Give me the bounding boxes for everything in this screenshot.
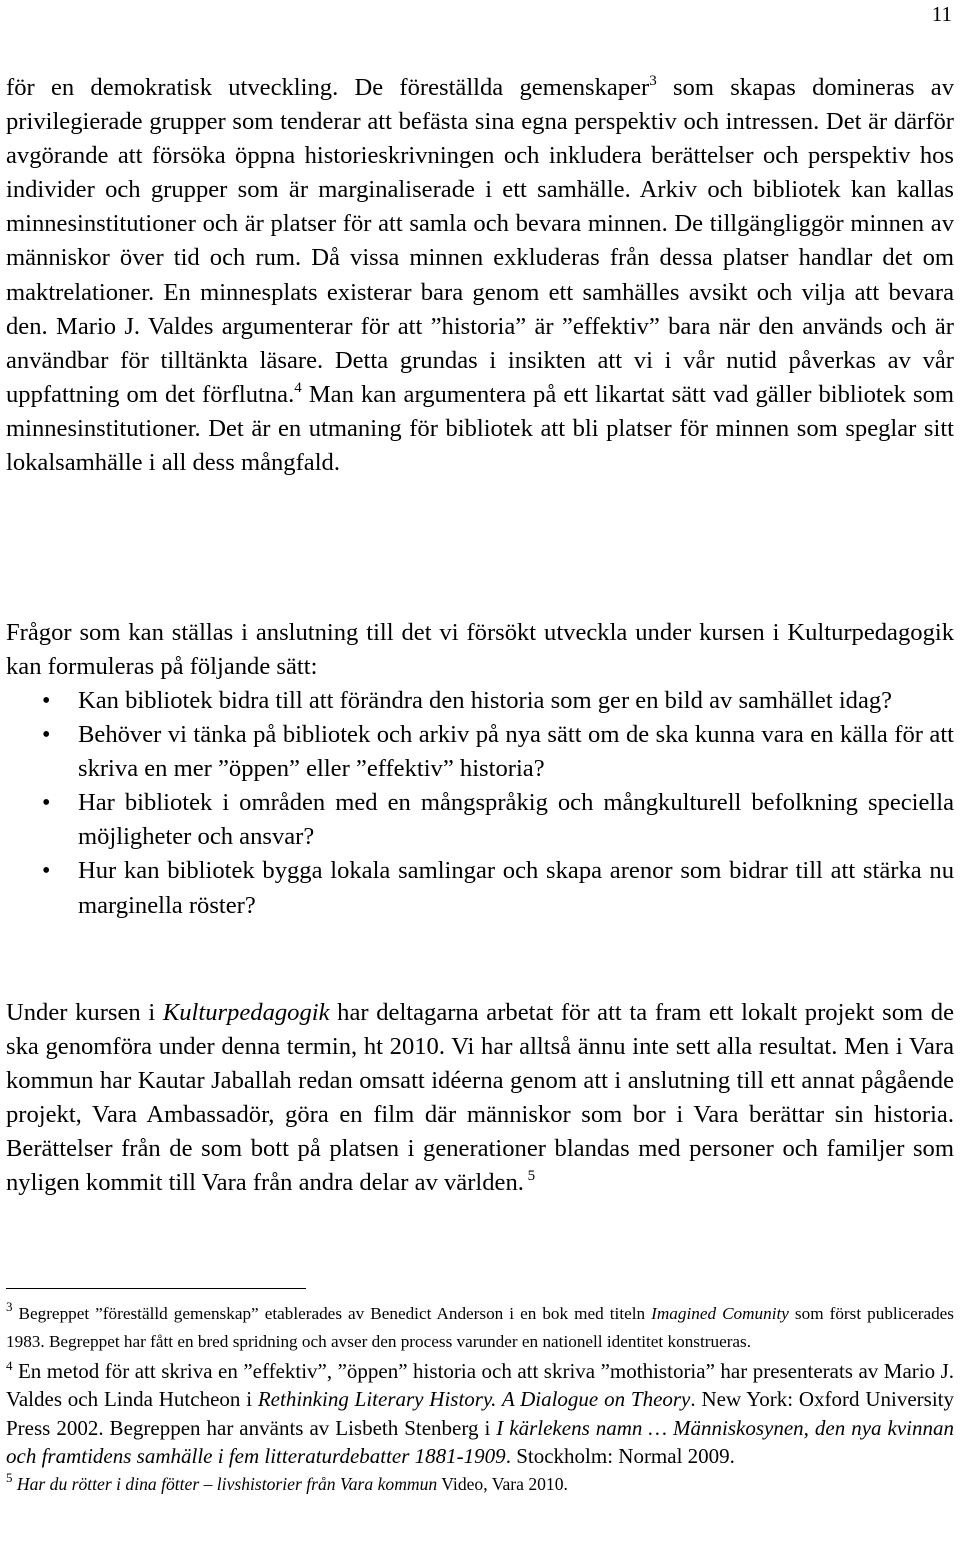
footnote-number: 3 [6, 1299, 13, 1314]
footnote-italic: Rethinking Literary History. A Dialogue on Theory [257, 1387, 691, 1412]
paragraph-text: Under kursen i [6, 999, 163, 1026]
footnote-text: som först publicerades 1983. Begreppet har fått en bred spridning och avser den process varunder en nationell identitet konstrueras. [6, 1304, 954, 1352]
footnote-italic: Har du rötter i dina fötter – livshistorier från Vara kommun [12, 1473, 438, 1494]
footnote-ref-3[interactable]: 3 [649, 73, 657, 89]
footnote-text: . New York: Oxford University Press 2002. Begreppen har använts av Lisbeth Stenberg i [6, 1387, 954, 1440]
list-item-text: Har bibliotek i områden med en mångspråkig och mångkulturell befolkning speciella möjligheter och ansvar? [78, 789, 954, 851]
footnotes [6, 1300, 954, 1497]
bullet-icon: • [42, 722, 51, 749]
list-item [6, 718, 954, 786]
list-item [6, 854, 954, 922]
footnote-5 [6, 1471, 954, 1497]
paragraph-text: Man kan argumentera på ett likartat sätt vad gäller bibliotek som minnesinstitutioner. Det är en utmaning för bibliotek att bli platser för minnen som speglar sitt lokalsamhälle i all dess mångfald. [6, 380, 955, 477]
bullet-icon: • [42, 688, 51, 714]
footnote-text: . Stockholm: Normal 2009. [505, 1444, 735, 1469]
footnote-italic: Imagined Comunity [651, 1304, 789, 1323]
footnote-number: 5 [6, 1469, 13, 1485]
footnote-ref-4[interactable]: 4 [294, 379, 302, 396]
course-title: Kulturpedagogik [162, 999, 330, 1026]
body-paragraph-3 [6, 996, 954, 1201]
paragraph-text: för en demokratisk utveckling. De föreställda gemenskaper [6, 74, 650, 101]
footnote-3 [6, 1300, 954, 1357]
question-list [6, 684, 954, 923]
bullet-icon: • [42, 790, 51, 817]
footnote-text: Video, Vara 2010. [437, 1473, 568, 1494]
footnote-4 [6, 1357, 954, 1471]
footnote-text: Begreppet ”föreställd gemenskap” etablerades av Benedict Anderson i en bok med titeln [12, 1304, 652, 1323]
footnote-italic: I kärlekens namn … Människosynen, den nya kvinnan och framtidens samhälle i fem litteraturdebatter 1881-1909 [6, 1415, 954, 1469]
bullet-icon: • [42, 858, 51, 885]
footnote-text: En metod för att skriva en ”effektiv”, ”öppen” historia och att skriva ”mothistoria” har presenterats av Mario J. Valdes och Linda Hutcheon i [6, 1358, 954, 1412]
footnote-ref-5[interactable]: 5 [523, 1168, 536, 1185]
body-paragraph-1 [6, 71, 954, 480]
list-item-text: Hur kan bibliotek bygga lokala samlingar och skapa arenor som bidrar till att stärka nu marginella röster? [78, 857, 954, 919]
list-item [6, 684, 954, 718]
paragraph-text: som skapas domineras av privilegierade grupper som tenderar att befästa sina egna perspektiv och intressen. Det är därför avgörande att försöka öppna historieskrivningen och inkludera berättelser och perspektiv hos individer och grupper som är marginaliserade i ett samhälle. Arkiv och bibliotek kan kallas minnesinstitutioner och är platser för att samla och bevara minnen. De tillgängliggör minnen av människor över tid och rum. Då vissa minnen exkluderas från dessa platser handlar det om maktrelationer. En minnesplats existerar bara genom ett samhälles avsikt och vilja att bevara den. Mario J. Valdes argumenterar för att ”historia” är ”effektiv” bara när den används och är användbar för tilltänkta läsare. Detta grundas i insikten att vi i vår nutid påverkas av vår uppfattning om det förflutna. [6, 74, 954, 408]
body-paragraph-2: Frågor som kan ställas i anslutning till det vi försökt utveckla under kursen i Kulturpedagogik kan formuleras på följande sätt: [6, 619, 954, 681]
paragraph-text: har deltagarna arbetat för att ta fram ett lokalt projekt som de ska genomföra under denna termin, ht 2010. Vi har alltså ännu inte sett alla resultat. Men i Vara kommun har Kautar Jaballah redan omsatt idéerna genom att i anslutning till ett annat pågående projekt, Vara Ambassadör, göra en film där människor som bor i Vara berättar sin historia. Berättelser från de som bott på platsen i generationer blandas med personer och familjer som nyligen kommit till Vara från andra delar av världen. [6, 999, 954, 1197]
footnote-separator [6, 1288, 306, 1289]
list-item-text: Behöver vi tänka på bibliotek och arkiv på nya sätt om de ska kunna vara en källa för att skriva en mer ”öppen” eller ”effektiv” historia? [78, 721, 954, 783]
list-item [6, 786, 954, 854]
page-number: 11 [931, 2, 952, 26]
footnote-number: 4 [6, 1357, 13, 1373]
list-item-text: Kan bibliotek bidra till att förändra den historia som ger en bild av samhället idag? [78, 687, 893, 714]
